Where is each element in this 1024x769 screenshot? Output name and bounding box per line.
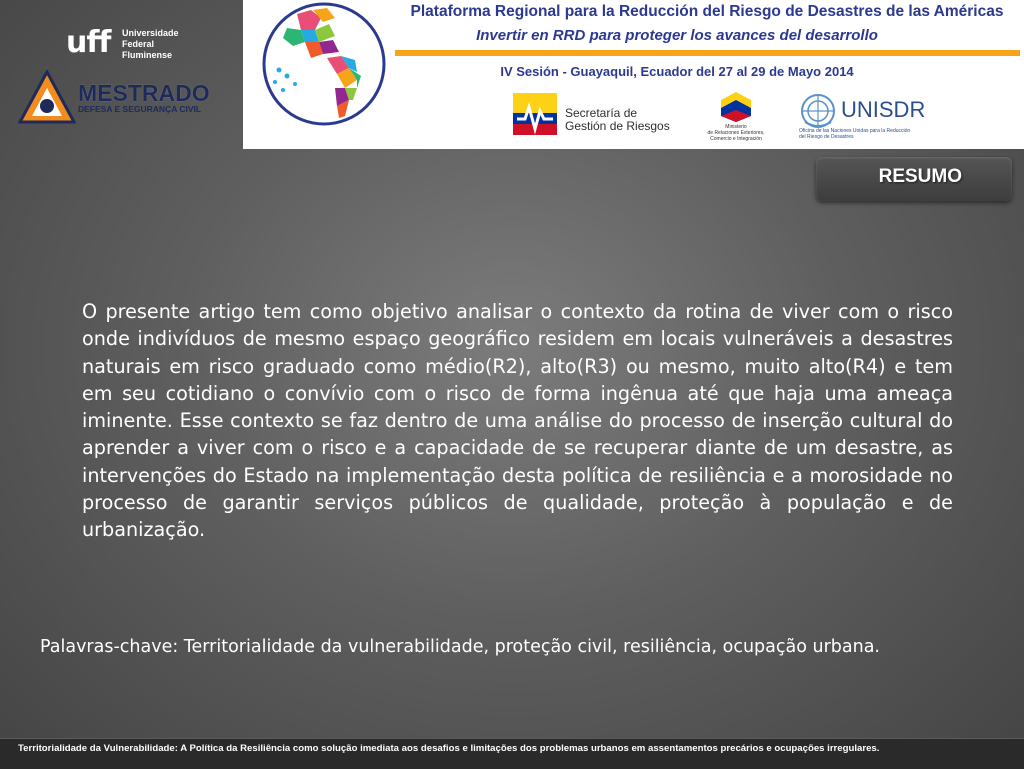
sgr-flag-icon: [513, 93, 557, 135]
un-emblem-icon: [799, 92, 837, 130]
uff-name: [122, 28, 179, 61]
uff-name-line-3: Fluminense: [122, 50, 173, 60]
unisdr-line-2: del Riesgo de Desastres: [799, 134, 854, 140]
conference-title: Plataforma Regional para la Reducción del Riesgo de Desastres de las Américas: [410, 3, 1004, 20]
keywords-text: Palavras-chave: Territorialidade da vulnerabilidade, proteção civil, resiliência, ocupação urbana.: [40, 637, 880, 657]
ministry-emblem-icon: [719, 90, 753, 124]
sgr-name-line-2: Gestión de Riesgos: [565, 119, 670, 133]
unisdr-line-1: Oficina de las Naciones Unidas para la Reducción: [799, 128, 911, 134]
section-title: RESUMO: [878, 166, 962, 187]
americas-globe-icon: [257, 0, 391, 130]
banner-divider: [395, 50, 1020, 56]
ministry-line-3: Comercio e Integración: [710, 136, 762, 142]
section-tab: [816, 157, 1012, 201]
uff-name-line-1: Universidade: [122, 28, 179, 38]
sgr-name: [565, 107, 670, 133]
ministry-name: [706, 124, 766, 142]
ministry-line-1: Ministerio: [725, 124, 747, 130]
conference-banner: [243, 0, 1024, 149]
mestrado-title: MESTRADO: [78, 80, 210, 106]
abstract-text: O presente artigo tem como objetivo analisar o contexto da rotina de viver com o risco onde indivíduos de mesmo espaço geográfico residem em locais vulneráveis a desastres naturais em risco graduado como médio(R2), alto(R3) ou mesmo, muito alto(R4) e tem em seu cotidiano o convívio com o risco de forma ingênua até que haja uma ameaça iminente. Esse contexto se faz dentro de uma análise do processo de inserção cultural do aprender a viver com o risco e a capacidade de se recuperar diante de um desastre, as intervenções do Estado na implementação desta política de resiliência e a morosidade no processo de garantir serviços públicos de qualidade, proteção à população e de urbanização.: [82, 300, 953, 542]
unisdr-description: [799, 128, 939, 140]
footer-bar: [0, 738, 1024, 769]
uff-logo: uff: [66, 25, 111, 60]
conference-session: IV Sesión - Guayaquil, Ecuador del 27 al 29 de Mayo 2014: [500, 64, 854, 79]
mestrado-triangle-icon: [18, 70, 76, 126]
conference-subtitle: Invertir en RRD para proteger los avances del desarrollo: [476, 27, 878, 44]
institution-logos: [0, 0, 243, 150]
sgr-name-line-1: Secretaría de: [565, 106, 638, 120]
unisdr-name: UNISDR: [841, 97, 926, 122]
footer-text: Territorialidade da Vulnerabilidade: A Política da Resiliência como solução imediata aos desafios e limitações dos problemas urbanos em assentamentos precários e ocupações irregulares.: [18, 743, 880, 754]
ministry-line-2: de Relaciones Exteriores,: [707, 130, 765, 136]
uff-name-line-2: Federal: [122, 39, 155, 49]
ministry-logo: [706, 90, 766, 142]
mestrado-subtitle: DEFESA E SEGURANÇA CIVIL: [78, 104, 202, 114]
